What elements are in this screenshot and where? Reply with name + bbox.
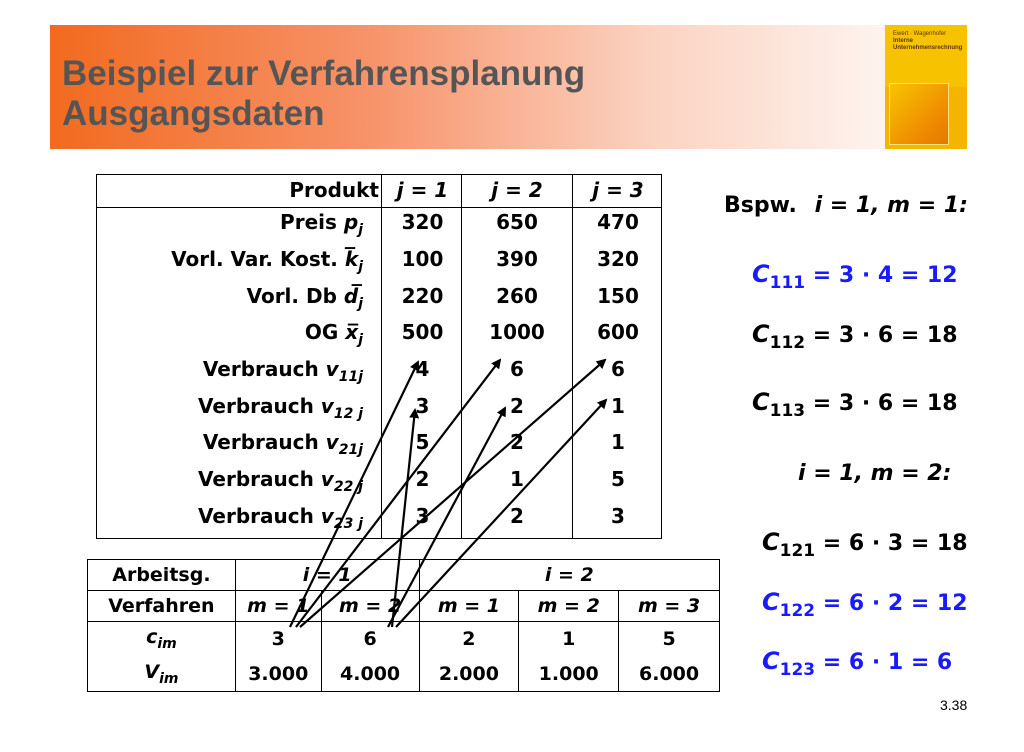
v-value: 4.000 — [321, 657, 419, 692]
row-label: Verbrauch $v_{22 j}$ — [198, 467, 363, 495]
example-1-heading — [724, 193, 968, 218]
example-2-heading — [798, 461, 951, 486]
table-cell: 470 — [597, 210, 639, 234]
arbeitsg-header: Arbeitsg. — [88, 560, 236, 591]
table-cell: 1 — [611, 394, 625, 418]
table-cell: 5 — [611, 467, 625, 491]
c-im-label: $c_{im}$ — [88, 622, 236, 657]
arrow — [300, 360, 605, 627]
row-label: Verbrauch $v_{11j}$ — [202, 357, 363, 385]
title-line-2: Ausgangsdaten — [62, 94, 325, 133]
header-j2: j = 2 — [491, 178, 543, 202]
m-label: m = 1 — [419, 591, 519, 622]
c-value: 1 — [519, 622, 619, 657]
verfahren-header: Verfahren — [88, 591, 236, 622]
table-cell: 2 — [510, 504, 524, 528]
arrow — [296, 360, 500, 627]
table-cell: 500 — [401, 320, 444, 344]
table-cell: 5 — [415, 430, 430, 454]
table-cell: 6 — [510, 357, 524, 381]
table-cell: 4 — [415, 357, 430, 381]
c-value: 2 — [419, 622, 519, 657]
book-title-1: Interne — [893, 38, 914, 44]
book-title-2: Unternehmensrechnung — [893, 45, 963, 51]
v-value: 1.000 — [519, 657, 619, 692]
row-label: Vorl. Var. Kost. $k̅_j$ — [171, 247, 363, 275]
row-label: Preis $p_j$ — [280, 210, 363, 238]
v-value: 6.000 — [619, 657, 720, 692]
table-cell: 1000 — [489, 320, 545, 344]
table-cell: 2 — [415, 467, 430, 491]
title-line-1: Beispiel zur Verfahrensplanung — [62, 54, 586, 93]
arrow — [392, 410, 415, 627]
v-im-label: $V_{im}$ — [88, 657, 236, 692]
row-label: Vorl. Db $d̅_j$ — [246, 284, 363, 312]
header-j3: j = 3 — [592, 178, 644, 202]
example-2-condition: i = 1, m = 2: — [798, 461, 952, 486]
c-value: 6 — [321, 622, 419, 657]
m-label: m = 1 — [235, 591, 321, 622]
formula-line: $C_{112} = 3 \cdot 6 = 18$ — [752, 320, 958, 353]
formula-line: $C_{123} = 6 \cdot 1 = 6$ — [762, 647, 953, 680]
table-cell: 220 — [401, 284, 444, 308]
row-label: Verbrauch $v_{23 j}$ — [198, 504, 363, 532]
header-j1: j = 1 — [396, 178, 449, 202]
i1-header: i = 1 — [235, 560, 419, 591]
table-cell: 3 — [415, 504, 430, 528]
table-cell: 1 — [611, 430, 625, 454]
row-label: Verbrauch $v_{12 j}$ — [198, 394, 363, 422]
formula-line: $C_{122} = 6 \cdot 2 = 12$ — [762, 588, 968, 621]
table-cell: 1 — [510, 467, 524, 491]
example-label: Bspw. — [724, 193, 797, 218]
example-1-condition: i = 1, m = 1: — [814, 193, 968, 218]
row-label: OG $x̅_j$ — [304, 320, 363, 348]
formula-line: $C_{121} = 6 \cdot 3 = 18$ — [762, 528, 968, 561]
table-cell: 260 — [496, 284, 538, 308]
table-cell: 6 — [611, 357, 625, 381]
table-cell: 3 — [611, 504, 625, 528]
book-author: Ewert · Wagenhofer — [893, 31, 947, 37]
c-value: 3 — [235, 622, 321, 657]
i2-header: i = 2 — [419, 560, 719, 591]
table-cell: 100 — [401, 247, 444, 271]
formula-line: $C_{111} = 3 \cdot 4 = 12$ — [752, 260, 958, 293]
arrow — [290, 362, 418, 627]
arrow — [388, 408, 505, 627]
m-label: m = 2 — [321, 591, 419, 622]
table-cell: 2 — [510, 394, 524, 418]
m-label: m = 2 — [519, 591, 619, 622]
table-cell: 390 — [496, 247, 538, 271]
v-value: 3.000 — [235, 657, 321, 692]
row-label: Verbrauch $v_{21j}$ — [202, 430, 363, 458]
m-label: m = 3 — [619, 591, 720, 622]
table-cell: 150 — [597, 284, 639, 308]
table-cell: 600 — [597, 320, 639, 344]
table-cell: 320 — [597, 247, 639, 271]
table-cell: 320 — [401, 210, 444, 234]
table-cell: 650 — [496, 210, 538, 234]
arrow — [396, 400, 606, 627]
formula-line: $C_{113} = 3 \cdot 6 = 18$ — [752, 388, 958, 421]
header-produkt: Produkt — [289, 178, 379, 202]
c-value: 5 — [619, 622, 720, 657]
table-cell: 3 — [415, 394, 430, 418]
table-cell: 2 — [510, 430, 524, 454]
v-value: 2.000 — [419, 657, 519, 692]
page-number: 3.38 — [940, 697, 968, 713]
